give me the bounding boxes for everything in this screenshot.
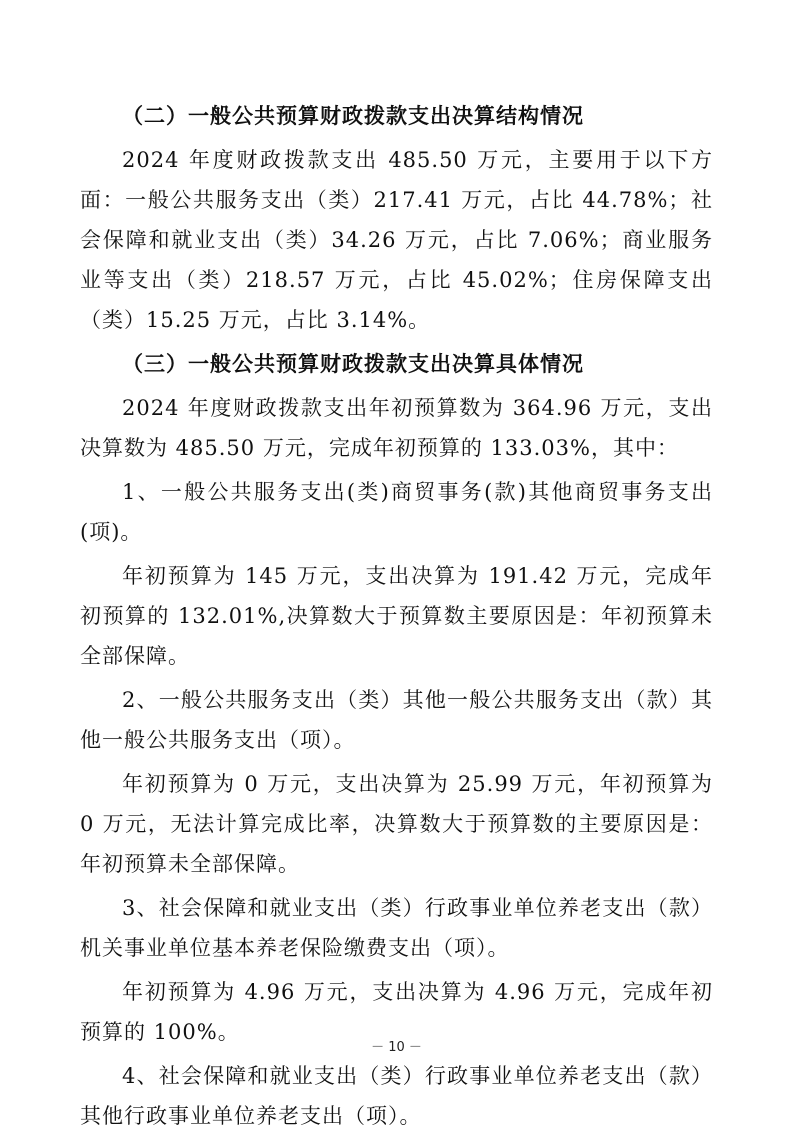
paragraph-expenditure-structure: 2024 年度财政拨款支出 485.50 万元，主要用于以下方面：一般公共服务支出（类）217.41 万元，占比 44.78%；社会保障和就业支出（类）34.26 万元，占比 7.06%；商业服务业等支出（类）218.57 万元，占比 45.02%；住房保障支出（类）15.25 万元，占比 3.14%。 — [80, 148, 713, 332]
paragraph-item-2-title: 2、一般公共服务支出（类）其他一般公共服务支出（款）其他一般公共服务支出（项）。 — [80, 688, 713, 752]
paragraph-item-4-title: 4、社会保障和就业支出（类）行政事业单位养老支出（款）其他行政事业单位养老支出（项）。 — [80, 1064, 713, 1128]
paragraph-item-1-detail: 年初预算为 145 万元，支出决算为 191.42 万元，完成年初预算的 132.01%,决算数大于预算数主要原因是：年初预算未全部保障。 — [80, 564, 713, 668]
paragraph-item-2-detail: 年初预算为 0 万元，支出决算为 25.99 万元，年初预算为 0 万元，无法计算完成比率，决算数大于预算数的主要原因是：年初预算未全部保障。 — [80, 772, 713, 876]
section-heading-structure: （二）一般公共预算财政拨款支出决算结构情况 — [122, 103, 584, 128]
page-number: － 10 － — [371, 1040, 422, 1055]
section-heading-details: （三）一般公共预算财政拨款支出决算具体情况 — [122, 351, 584, 376]
paragraph-item-3-detail: 年初预算为 4.96 万元，支出决算为 4.96 万元，完成年初预算的 100%。 — [80, 980, 713, 1044]
paragraph-item-3-title: 3、社会保障和就业支出（类）行政事业单位养老支出（款）机关事业单位基本养老保险缴费支出（项）。 — [80, 896, 713, 960]
paragraph-budget-overview: 2024 年度财政拨款支出年初预算数为 364.96 万元，支出决算数为 485.50 万元，完成年初预算的 133.03%，其中： — [80, 396, 713, 460]
paragraph-item-1-title: 1、一般公共服务支出(类)商贸事务(款)其他商贸事务支出(项)。 — [80, 480, 713, 544]
